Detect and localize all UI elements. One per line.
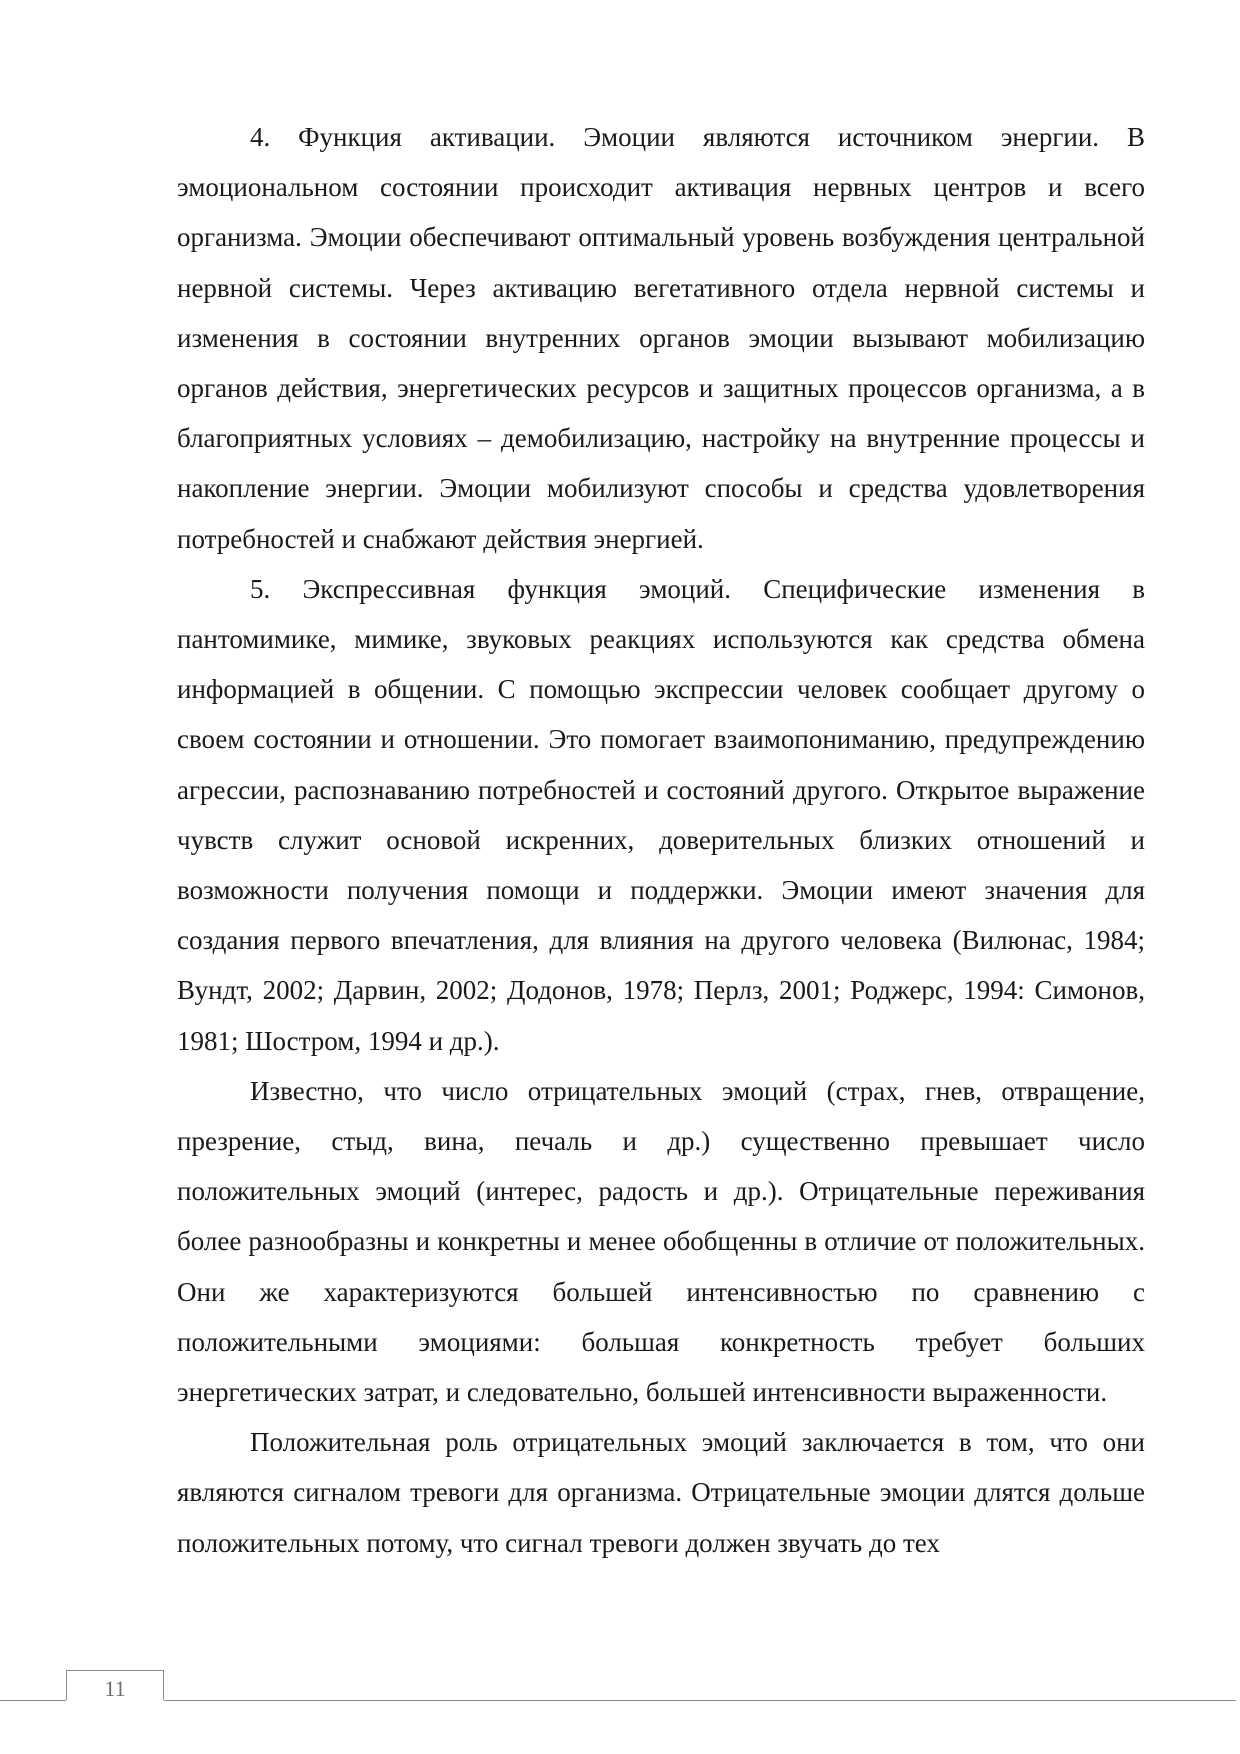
footer-rule-right <box>164 1700 1236 1701</box>
page-number: 11 <box>66 1670 164 1700</box>
paragraph-expressive-function: 5. Экспрессивная функция эмоций. Специфические изменения в пантомимике, мимике, звуковых реакциях используются как средства обмена информацией в общении. С помощью экспрессии человек сообщает другому о своем состоянии и отношении. Это помогает взаимопониманию, предупреждению агрессии, распознаванию потребностей и состояний другого. Открытое выражение чувств служит основой искренних, доверительных близких отношений и возможности получения помощи и поддержки. Эмоции имеют значения для создания первого впечатления, для влияния на другого человека (Вилюнас, 1984; Вундт, 2002; Дарвин, 2002; Додонов, 1978; Перлз, 2001; Роджерс, 1994: Симонов, 1981; Шостром, 1994 и др.). <box>177 573 1145 1056</box>
page-footer <box>0 1670 1240 1710</box>
paragraph-activation-function: 4. Функция активации. Эмоции являются источником энергии. В эмоциональном состоянии происходит активация нервных центров и всего организма. Эмоции обеспечивают оптимальный уровень возбуждения центральной нервной системы. Через активацию вегетативного отдела нервной системы и изменения в состоянии внутренних органов эмоции вызывают мобилизацию органов действия, энергетических ресурсов и защитных процессов организма, а в благоприятных условиях – демобилизацию, настройку на внутренние процессы и накопление энергии. Эмоции мобилизуют способы и средства удовлетворения потребностей и снабжают действия энергией. <box>177 122 1145 554</box>
body-text <box>177 112 1145 1568</box>
paragraph-negative-emotions-role: Положительная роль отрицательных эмоций заключается в том, что они являются сигналом тревоги для организма. Отрицательные эмоции длятся дольше положительных потому, что сигнал тревоги должен звучать до тех <box>177 1427 1145 1558</box>
paragraph-negative-emotions-count: Известно, что число отрицательных эмоций (страх, гнев, отвращение, презрение, стыд, вина, печаль и др.) существенно превышает число положительных эмоций (интерес, радость и др.). Отрицательные переживания более разнообразны и конкретны и менее обобщенны в отличие от положительных. Они же характеризуются большей интенсивностью по сравнению с положительными эмоциями: большая конкретность требует больших энергетических затрат, и следовательно, большей интенсивности выраженности. <box>177 1075 1145 1408</box>
footer-rule-left <box>0 1700 66 1701</box>
